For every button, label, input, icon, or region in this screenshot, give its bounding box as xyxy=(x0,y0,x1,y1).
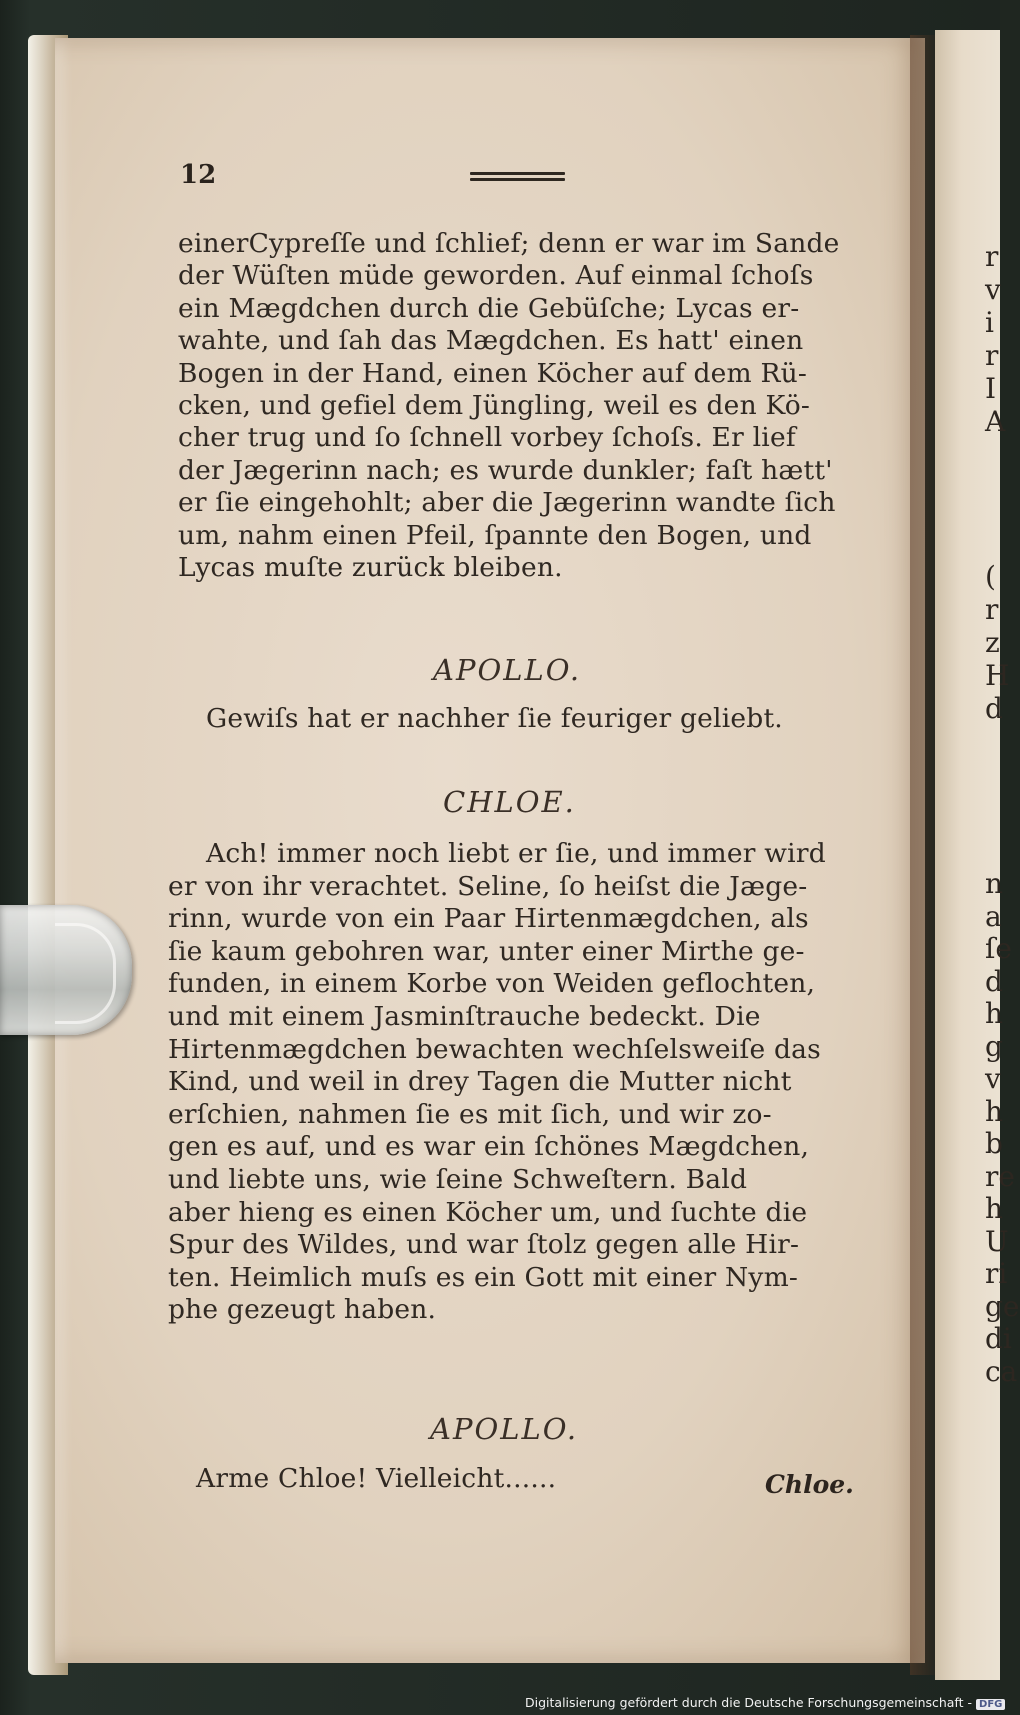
facing-fragment: v xyxy=(985,273,1001,306)
facing-fragment: ſe xyxy=(985,932,1012,965)
text-line: er ſie eingehohlt; aber die Jægerinn wandte ſich xyxy=(178,487,836,519)
text-line: aber hieng es einen Köcher um, und ſuchte die xyxy=(168,1196,808,1228)
facing-fragment: r xyxy=(985,593,999,626)
text-line: funden, in einem Korbe von Weiden geflochten, xyxy=(168,968,816,1000)
text-line: rinn, wurde von ein Paar Hirtenmægdchen, als xyxy=(168,903,809,935)
text-line: cken, und gefiel dem Jüngling, weil es den Kö- xyxy=(178,390,811,422)
paragraph-1 xyxy=(178,228,840,584)
facing-fragment: A xyxy=(985,405,1006,438)
text-line: phe gezeugt haben. xyxy=(168,1294,437,1326)
facing-fragment: ri xyxy=(985,1257,1008,1290)
facing-fragment: h xyxy=(985,1094,1004,1128)
text-line: der Wüſten müde geworden. Auf einmal ſchoſs xyxy=(178,260,814,292)
dfg-logo: DFG xyxy=(976,1699,1005,1710)
facing-fragment: v xyxy=(985,1062,1001,1095)
facing-page-fragments-low xyxy=(985,867,1020,1388)
text-line: Hirtenmægdchen bewachten wechſelsweiſe das xyxy=(168,1033,821,1065)
text-line: Kind, und weil in drey Tagen die Mutter nicht xyxy=(168,1066,792,1098)
credit-text: Digitalisierung gefördert durch die Deutsche Forschungsgemeinschaft - xyxy=(525,1695,973,1710)
speaker-heading: APOLLO. xyxy=(433,653,582,687)
text-line: Spur des Wildes, und war ſtolz gegen alle Hir- xyxy=(168,1229,800,1261)
facing-fragment: h xyxy=(985,997,1004,1030)
facing-fragment: i xyxy=(985,306,994,339)
header-ornament xyxy=(470,172,565,182)
text-line: um, nahm einen Pfeil, ſpannte den Bogen, und xyxy=(178,519,812,551)
text-line: er von ihr verachtet. Seline, ſo heiſst die Jæge- xyxy=(168,870,808,902)
facing-fragment: di xyxy=(985,1322,1012,1355)
facing-fragment: ca xyxy=(985,1354,1018,1388)
text-line: ein Mægdchen durch die Gebüſche; Lycas er- xyxy=(178,292,800,324)
facing-fragment: ( xyxy=(985,560,996,593)
facing-page-fragments-mid xyxy=(985,560,1010,725)
spoken-line: Gewiſs hat er nachher ſie feuriger geliebt. xyxy=(206,703,783,734)
text-line: einerCypreſſe und ſchlief; denn er war im Sande xyxy=(178,228,840,259)
text-line: und mit einem Jasminſtrauche bedeckt. Die xyxy=(168,1000,761,1032)
text-line: ten. Heimlich muſs es ein Gott mit einer Nym- xyxy=(168,1261,799,1293)
text-line: cher trug und ſo ſchnell vorbey ſchoſs. Er lief xyxy=(178,422,796,454)
text-line: und liebte uns, wie ſeine Schweſtern. Bald xyxy=(168,1163,748,1195)
facing-fragment: re xyxy=(985,1159,1015,1193)
spoken-line: Arme Chloe! Vielleicht...... xyxy=(196,1463,557,1494)
facing-fragment: U xyxy=(985,1224,1009,1258)
facing-fragment: d xyxy=(985,692,1003,725)
facing-fragment: n xyxy=(985,867,1004,900)
page-number: 12 xyxy=(180,160,217,190)
digitization-credit xyxy=(525,1695,1003,1715)
text-line: ſie kaum gebohren war, unter einer Mirthe ge- xyxy=(168,935,805,967)
facing-fragment: ge xyxy=(985,1289,1020,1323)
text-line: erſchien, nahmen ſie es mit ſich, und wir zo- xyxy=(168,1098,772,1130)
text-line: Bogen in der Hand, einen Köcher auf dem Rü- xyxy=(178,357,808,389)
speaker-heading: CHLOE. xyxy=(443,785,576,819)
paragraph-2 xyxy=(168,838,826,1327)
text-line: Lycas muſte zurück bleiben. xyxy=(178,552,563,584)
page-header xyxy=(180,160,880,200)
facing-page-fragments-top xyxy=(985,240,1006,438)
facing-fragment: d xyxy=(985,964,1003,998)
facing-fragment: r xyxy=(985,339,999,372)
text-line: der Jægerinn nach; es wurde dunkler; faſt hætt' xyxy=(178,454,833,486)
text-line: Ach! immer noch liebt er ſie, und immer wird xyxy=(206,838,826,869)
page-clip xyxy=(0,905,132,1035)
facing-fragment: h xyxy=(985,1192,1004,1225)
facing-fragment: I xyxy=(985,372,997,405)
speaker-heading: APOLLO. xyxy=(430,1412,579,1446)
text-line: wahte, und ſah das Mægdchen. Es hatt' einen xyxy=(178,325,804,357)
facing-fragment: g xyxy=(985,1029,1003,1063)
facing-fragment: a xyxy=(985,899,1002,933)
facing-fragment: r xyxy=(985,240,999,273)
facing-fragment: b xyxy=(985,1127,1003,1160)
facing-fragment: H xyxy=(985,659,1010,692)
facing-fragment: z xyxy=(985,626,1000,659)
text-line: gen es auf, und es war ein ſchönes Mægdchen, xyxy=(168,1131,810,1163)
catchword: Chloe. xyxy=(765,1470,854,1499)
